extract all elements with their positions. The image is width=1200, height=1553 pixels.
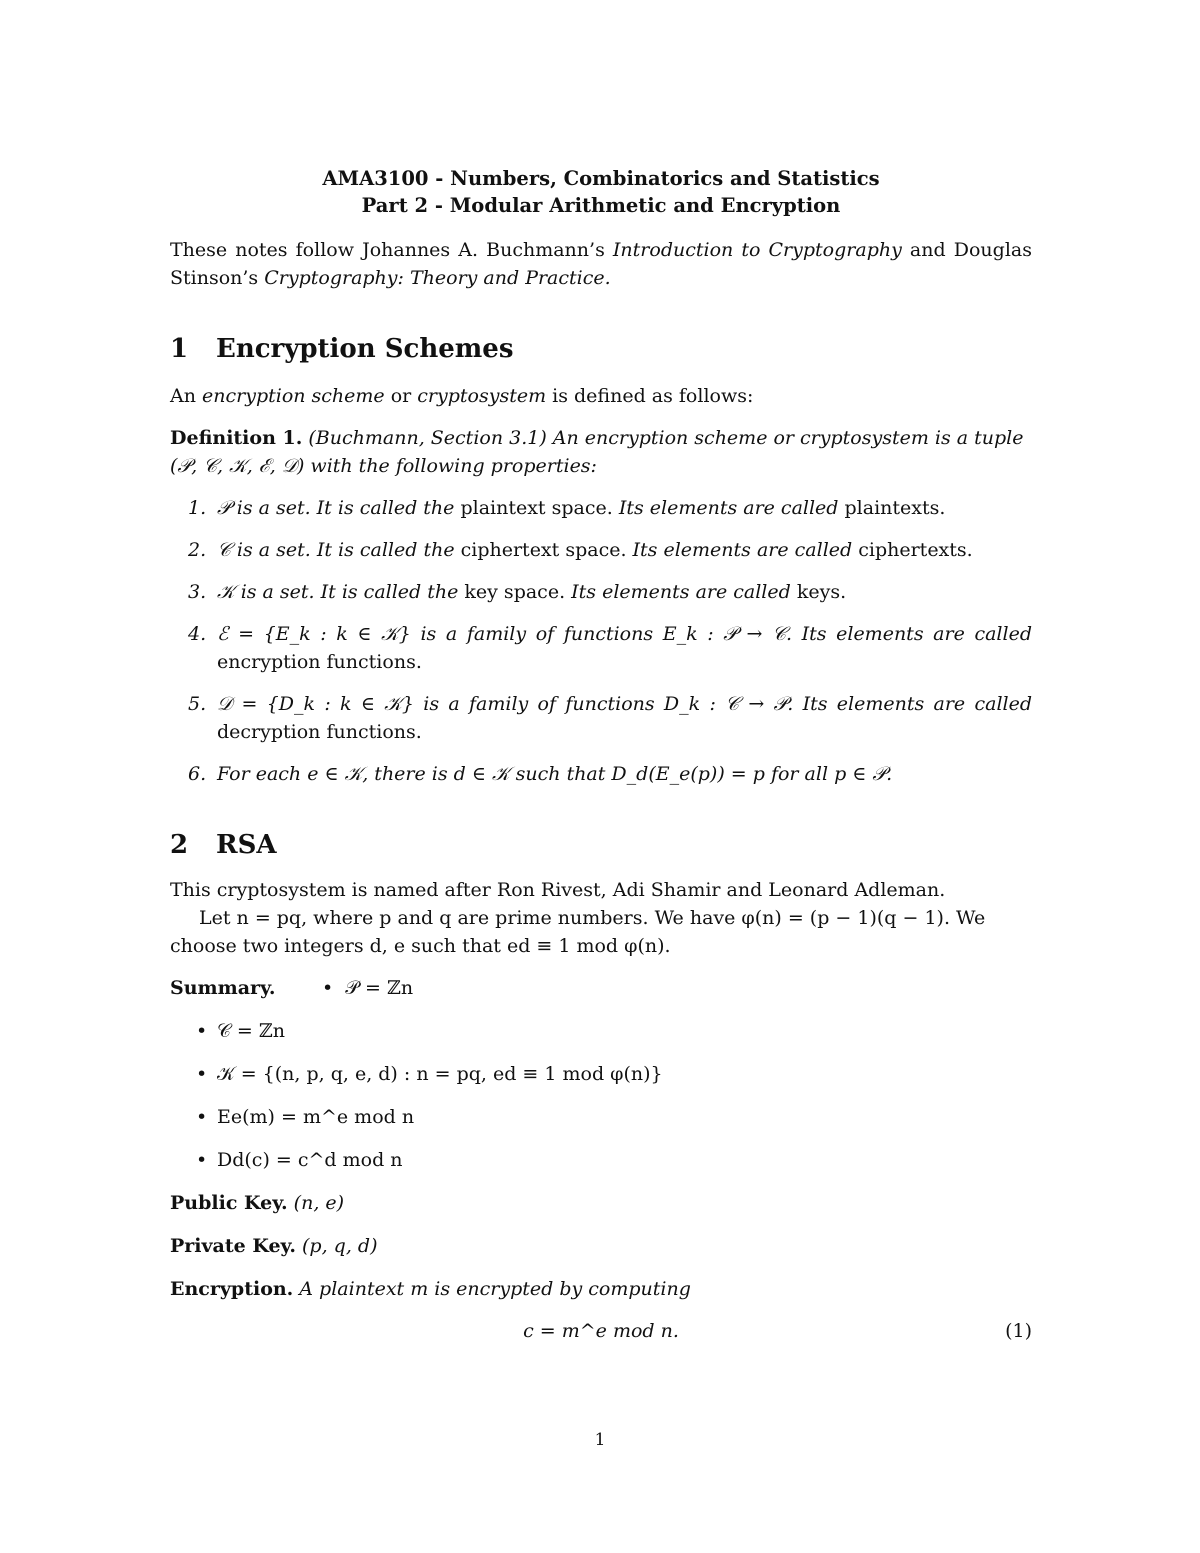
section-number: 1	[170, 334, 189, 364]
item-number: 5.	[188, 693, 207, 715]
item-text: ℰ = {E_k : k ∈ 𝒦} is a family of functions E_k : 𝒫 → 𝒞. Its elements are called	[217, 623, 1032, 645]
book-title-buchmann: Introduction to Cryptography	[612, 239, 902, 261]
definition-1	[170, 424, 1032, 480]
private-key-label: Private Key.	[170, 1235, 297, 1257]
document-title	[170, 165, 1032, 219]
summary-bullet-list	[170, 1017, 1032, 1174]
intro-text: These notes follow Johannes A. Buchmann’s	[170, 239, 613, 261]
section1-lead	[170, 382, 1032, 410]
item-number: 2.	[188, 539, 207, 561]
item-term: ciphertexts.	[858, 539, 973, 561]
list-item	[170, 690, 1032, 746]
item-number: 3.	[188, 581, 207, 603]
list-item: • 𝒞 = ℤn	[170, 1017, 1032, 1045]
title-line-2: Part 2 - Modular Arithmetic and Encryption	[361, 194, 841, 217]
section-number: 2	[170, 830, 189, 860]
item-text: 𝒦 is a set. It is called the	[217, 581, 465, 603]
section-title: RSA	[216, 830, 277, 860]
item-text: 𝒞 is a set. It is called the	[217, 539, 461, 561]
rsa-named-after: This cryptosystem is named after Ron Rivest, Adi Shamir and Leonard Adleman.	[170, 879, 946, 901]
item-text: 𝒟 = {D_k : k ∈ 𝒦} is a family of functions D_k : 𝒞 → 𝒫. Its elements are called	[217, 693, 1032, 715]
list-item	[170, 620, 1032, 676]
list-item	[170, 578, 1032, 606]
list-item	[170, 760, 1032, 788]
definition-text: (Buchmann, Section 3.1) An encryption scheme or cryptosystem is a tuple (𝒫, 𝒞, 𝒦, ℰ, 𝒟) with the following properties:	[170, 427, 1024, 477]
private-key-line	[170, 1232, 1032, 1260]
item-text: Its elements are called	[565, 581, 797, 603]
item-text: Its elements are called	[612, 497, 845, 519]
item-number: 1.	[188, 497, 207, 519]
item-text: Its elements are called	[626, 539, 859, 561]
public-key-value: (n, e)	[293, 1192, 345, 1214]
item-number: 4.	[188, 623, 207, 645]
rsa-summary	[170, 974, 1032, 1174]
list-item	[170, 494, 1032, 522]
public-key-line	[170, 1189, 1032, 1217]
item-text: For each e ∈ 𝒦, there is d ∈ 𝒦 such that D_d(E_e(p)) = p for all p ∈ 𝒫.	[217, 763, 893, 785]
rsa-setup-paragraph: Let n = pq, where p and q are prime numbers. We have φ(n) = (p − 1)(q − 1). We choose two integers d, e such that ed ≡ 1 mod φ(n).	[170, 907, 986, 957]
summary-first-bullet: • 𝒫 = ℤn	[322, 977, 414, 999]
title-line-1: AMA3100 - Numbers, Combinatorics and Statistics	[322, 167, 880, 190]
document-page	[170, 165, 1032, 1345]
section-heading-1	[170, 332, 1032, 366]
list-item: • Dd(c) = c^d mod n	[170, 1146, 1032, 1174]
item-term: encryption functions.	[217, 651, 422, 673]
encryption-label: Encryption.	[170, 1278, 294, 1300]
item-term: plaintexts.	[844, 497, 946, 519]
lead-text: An	[170, 385, 202, 407]
item-term: keys.	[796, 581, 847, 603]
item-number: 6.	[188, 763, 207, 785]
public-key-label: Public Key.	[170, 1192, 288, 1214]
list-item	[170, 536, 1032, 564]
item-term: decryption functions.	[217, 721, 422, 743]
item-text: 𝒫 is a set. It is called the	[217, 497, 461, 519]
intro-paragraph	[170, 236, 1032, 292]
item-term: plaintext space.	[460, 497, 613, 519]
lead-text-end: is defined as follows:	[546, 385, 754, 407]
page-number: 1	[594, 1430, 606, 1450]
list-item: • Ee(m) = m^e mod n	[170, 1103, 1032, 1131]
equation-body: c = m^e mod n.	[523, 1320, 679, 1342]
equation-number: (1)	[1005, 1320, 1032, 1342]
encryption-text: A plaintext m is encrypted by computing	[299, 1278, 691, 1300]
private-key-value: (p, q, d)	[302, 1235, 378, 1257]
list-item: • 𝒦 = {(n, p, q, e, d) : n = pq, ed ≡ 1 mod φ(n)}	[170, 1060, 1032, 1088]
lead-text-mid: or	[384, 385, 418, 407]
equation-1	[170, 1317, 1032, 1345]
intro-text-mid: and Douglas Stinson’s	[170, 239, 1032, 289]
summary-item-text: 𝒫 = ℤn	[345, 977, 414, 999]
definition-label: Definition 1.	[170, 427, 303, 449]
item-term: ciphertext space.	[460, 539, 627, 561]
term-encryption-scheme: encryption scheme	[202, 385, 385, 407]
summary-label: Summary.	[170, 977, 276, 999]
term-cryptosystem: cryptosystem	[417, 385, 547, 407]
book-title-stinson: Cryptography: Theory and Practice.	[264, 267, 611, 289]
section-heading-2	[170, 828, 1032, 862]
definition-property-list	[170, 494, 1032, 788]
item-term: key space.	[464, 581, 566, 603]
section-title: Encryption Schemes	[216, 334, 514, 364]
encryption-line	[170, 1275, 1032, 1303]
